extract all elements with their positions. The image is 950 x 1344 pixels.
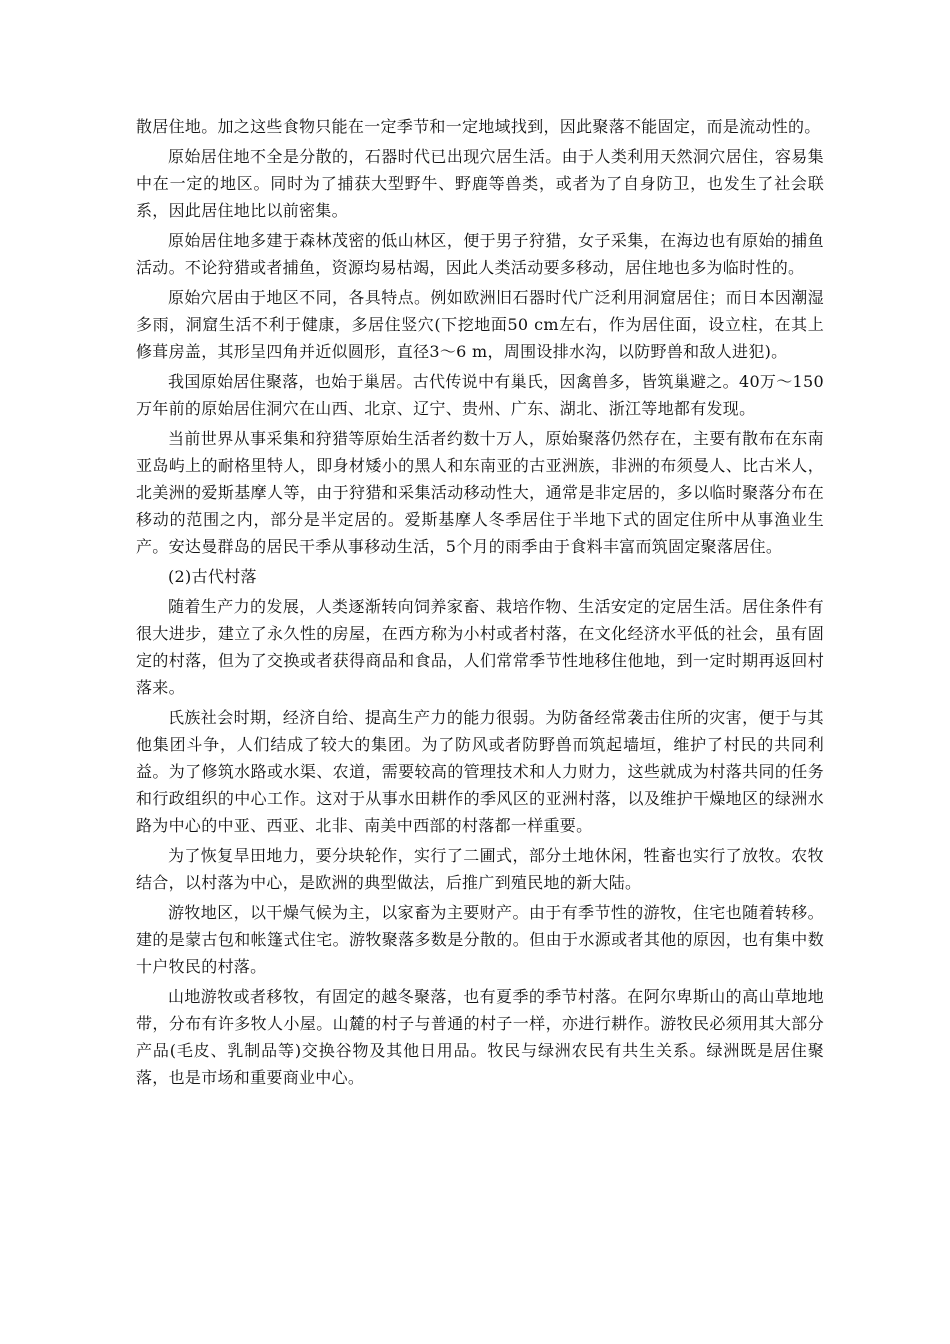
document-body bbox=[136, 113, 824, 1094]
paragraph-settled-life: 随着生产力的发展，人类逐渐转向饲养家畜、栽培作物、生活安定的定居生活。居住条件有很大进步，建立了永久性的房屋，在西方称为小村或者村落，在文化经济水平低的社会，虽有固定的村落，但为了交换或者获得商品和食品，人们常常季节性地移住他地，到一定时期再返回村落来。 bbox=[136, 597, 824, 697]
paragraph-crop-rotation: 为了恢复旱田地力，要分块轮作，实行了二圃式，部分土地休闲，牲畜也实行了放牧。农牧结合，以村落为中心，是欧洲的典型做法，后推广到殖民地的新大陆。 bbox=[136, 846, 824, 892]
paragraph-cave-dwelling: 原始居住地不全是分散的，石器时代已出现穴居生活。由于人类利用天然洞穴居住，容易集中在一定的地区。同时为了捕获大型野牛、野鹿等兽类，或者为了自身防卫，也发生了社会联系，因此居住地比以前密集。 bbox=[136, 147, 824, 220]
paragraph-forest-dwelling: 原始居住地多建于森林茂密的低山林区，便于男子狩猎，女子采集，在海边也有原始的捕鱼活动。不论狩猎或者捕鱼，资源均易枯竭，因此人类活动要多移动，居住地也多为临时性的。 bbox=[136, 231, 824, 277]
paragraph-continuation: 散居住地。加之这些食物只能在一定季节和一定地域找到，因此聚落不能固定，而是流动性的。 bbox=[136, 117, 821, 136]
paragraph-modern-primitive: 当前世界从事采集和狩猎等原始生活者约数十万人，原始聚落仍然存在，主要有散布在东南亚岛屿上的耐格里特人，即身材矮小的黑人和东南亚的古亚洲族，非洲的布须曼人、比古米人，北美洲的爱斯基摩人等，由于狩猎和采集活动移动性大，通常是非定居的，多以临时聚落分布在移动的范围之内，部分是半定居的。爱斯基摩人冬季居住于半地下式的固定住所中从事渔业生产。安达曼群岛的居民干季从事移动生活，5个月的雨季由于食料丰富而筑固定聚落居住。 bbox=[136, 429, 824, 556]
paragraph-regional-caves: 原始穴居由于地区不同，各具特点。例如欧洲旧石器时代广泛利用洞窟居住；而日本因潮湿多雨，洞窟生活不利于健康，多居住竖穴(下挖地面50 cm左右，作为居住面，设立柱，在其上修葺房盖，其形呈四角并近似圆形，直径3～6 m，周围设排水沟，以防野兽和敌人进犯)。 bbox=[136, 288, 824, 361]
paragraph-clan-society: 氏族社会时期，经济自给、提高生产力的能力很弱。为防备经常袭击住所的灾害，便于与其他集团斗争，人们结成了较大的集团。为了防风或者防野兽而筑起墙垣，维护了村民的共同利益。为了修筑水路或水渠、农道，需要较高的管理技术和人力财力，这些就成为村落共同的任务和行政组织的中心工作。这对于从事水田耕作的季风区的亚洲村落，以及维护干燥地区的绿洲水路为中心的中亚、西亚、北非、南美中西部的村落都一样重要。 bbox=[136, 708, 824, 835]
section-heading-ancient-villages: (2)古代村落 bbox=[168, 567, 257, 586]
paragraph-mountain-herding: 山地游牧或者移牧，有固定的越冬聚落，也有夏季的季节村落。在阿尔卑斯山的高山草地地带，分布有许多牧人小屋。山麓的村子与普通的村子一样，亦进行耕作。游牧民必须用其大部分产品(毛皮、乳制品等)交换谷物及其他日用品。牧民与绿洲农民有共生关系。绿洲既是居住聚落，也是市场和重要商业中心。 bbox=[136, 987, 824, 1087]
paragraph-nomadic-areas: 游牧地区，以干燥气候为主，以家畜为主要财产。由于有季节性的游牧，住宅也随着转移。建的是蒙古包和帐篷式住宅。游牧聚落多数是分散的。但由于水源或者其他的原因，也有集中数十户牧民的村落。 bbox=[136, 903, 824, 976]
paragraph-china-settlements: 我国原始居住聚落，也始于巢居。古代传说中有巢氏，因禽兽多，皆筑巢避之。40万～150万年前的原始居住洞穴在山西、北京、辽宁、贵州、广东、湖北、浙江等地都有发现。 bbox=[136, 372, 824, 418]
